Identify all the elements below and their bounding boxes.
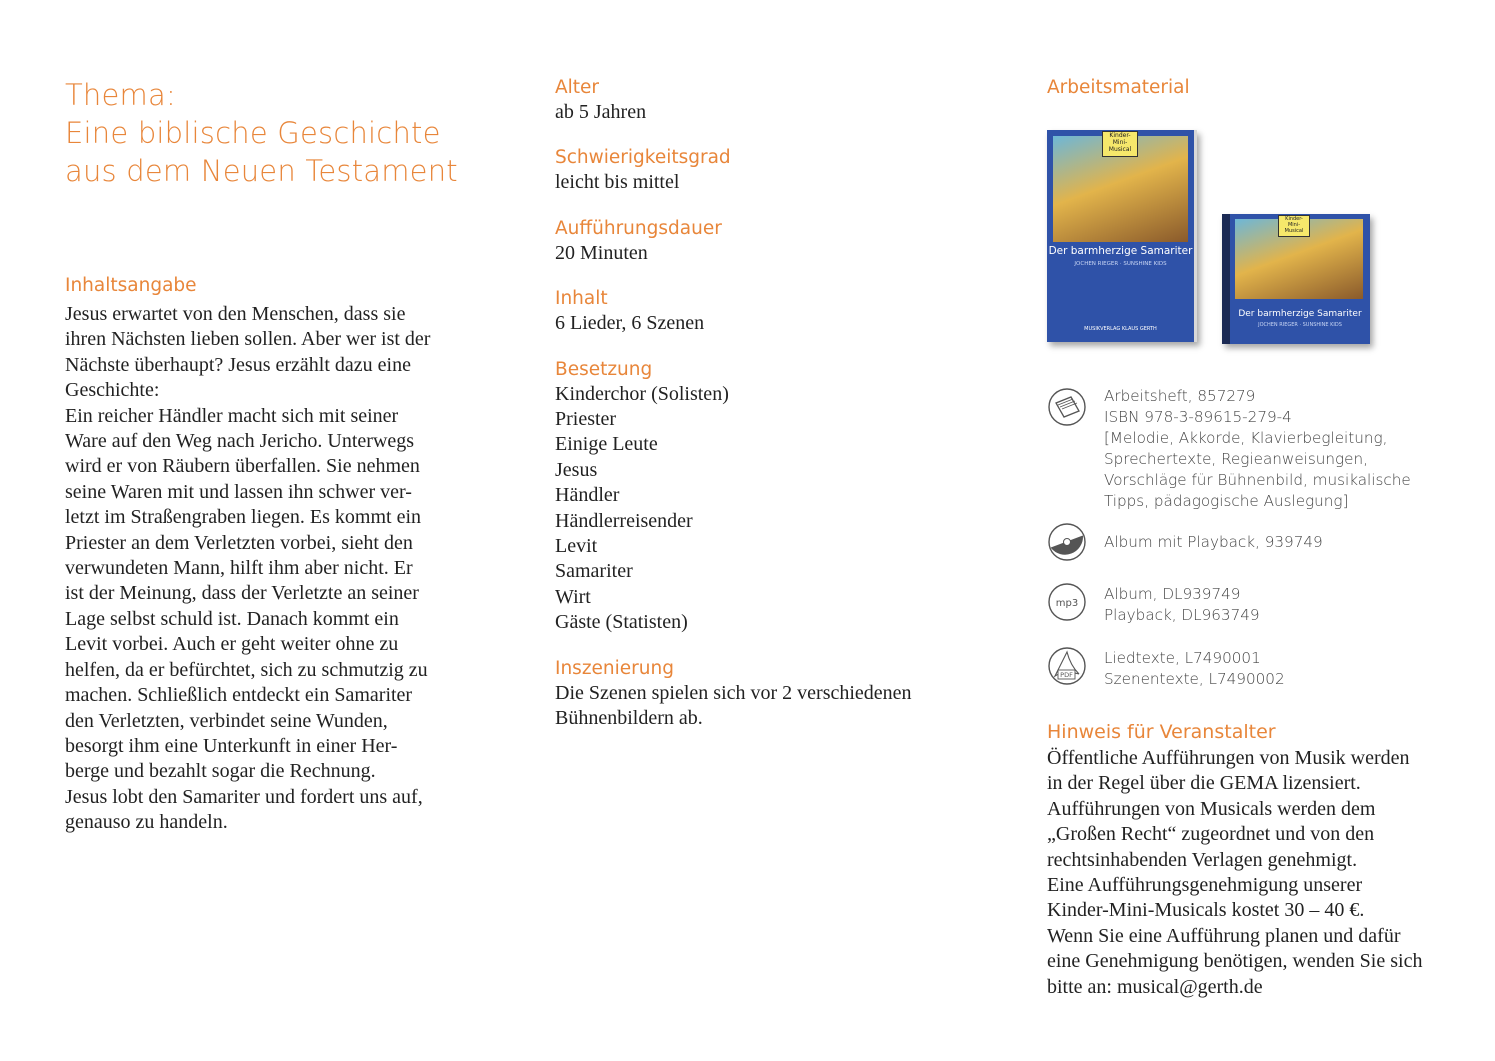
summary-line: helfen, da er befürchtet, sich zu schmutzig zu <box>65 658 428 681</box>
cast-role: Levit <box>555 535 598 558</box>
summary-line: Ware auf den Weg nach Jericho. Unterwegs <box>65 430 415 453</box>
summary-line: besorgt ihm eine Unterkunft in einer Her- <box>65 734 398 757</box>
fact-staging-value <box>555 681 975 732</box>
svg-text:mp3: mp3 <box>1055 598 1079 609</box>
notice-text <box>1047 746 1467 1000</box>
title-line-3: aus dem Neuen Testament <box>65 154 458 188</box>
summary-line: seine Waren mit und lassen ihn schwer ver- <box>65 480 412 503</box>
product-images <box>1047 128 1367 348</box>
mp3-icon <box>1047 582 1087 622</box>
cover-badge: Kinder- Mini- Musical <box>1278 215 1310 237</box>
summary-text <box>65 302 465 836</box>
material-mp3 <box>1047 584 1467 648</box>
cast-role: Kinderchor (Solisten) <box>555 382 729 405</box>
material-line: [Melodie, Akkorde, Klavierbegleitung, <box>1104 429 1388 447</box>
material-line: Playback, DL963749 <box>1104 606 1260 624</box>
fact-duration-label: Aufführungsdauer <box>555 217 722 239</box>
notice-line: Wenn Sie eine Aufführung planen und dafür <box>1047 924 1401 947</box>
fact-staging <box>555 657 975 732</box>
summary-line: ihren Nächsten lieben sollen. Aber wer ist der <box>65 328 431 351</box>
materials-heading: Arbeitsmaterial <box>1047 77 1190 98</box>
fact-duration-value: 20 Minuten <box>555 241 648 264</box>
staging-line: Die Szenen spielen sich vor 2 verschiedenen <box>555 681 912 704</box>
facts-column <box>555 76 975 753</box>
summary-section <box>65 274 465 836</box>
cd-icon <box>1047 522 1087 562</box>
material-pdf <box>1047 648 1467 708</box>
title-line-1: Thema: <box>65 78 176 112</box>
summary-line: Jesus erwartet von den Menschen, dass sie <box>65 303 406 325</box>
staging-line: Bühnenbildern ab. <box>555 707 703 730</box>
material-line: Liedtexte, L7490001 <box>1104 649 1261 667</box>
cover-subtitle: JOCHEN RIEGER · SUNSHINE KIDS <box>1258 322 1342 328</box>
notice-line: eine Genehmigung benötigen, wenden Sie sich <box>1047 950 1423 973</box>
summary-line: den Verletzten, verbindet seine Wunden, <box>65 709 388 732</box>
materials-list <box>1047 386 1467 708</box>
summary-line: Ein reicher Händler macht sich mit seiner <box>65 404 399 427</box>
booklet-cover-image <box>1047 130 1197 342</box>
cast-role: Wirt <box>555 585 591 608</box>
cast-role: Priester <box>555 408 617 431</box>
pdf-icon <box>1047 646 1087 686</box>
cover-title: Der barmherzige Samariter <box>1048 245 1193 257</box>
summary-line: berge und bezahlt sogar die Rechnung. <box>65 760 376 783</box>
cast-list <box>555 382 975 636</box>
summary-line: letzt im Straßengraben liegen. Es kommt ein <box>65 506 422 529</box>
notice-line: Kinder-Mini-Musicals kostet 30 – 40 €. <box>1047 899 1365 922</box>
cast-role: Gäste (Statisten) <box>555 611 688 634</box>
notice-line: Eine Aufführungsgenehmigung unserer <box>1047 874 1363 897</box>
cover-title: Der barmherzige Samariter <box>1238 309 1362 319</box>
summary-line: machen. Schließlich entdeckt ein Samariter <box>65 684 413 707</box>
fact-age-label: Alter <box>555 77 600 98</box>
summary-line: verwundeten Mann, hilft ihm aber nicht. Er <box>65 557 413 580</box>
fact-age <box>555 76 975 125</box>
cover-publisher: MUSIKVERLAG KLAUS GERTH <box>1084 326 1157 332</box>
cast-role: Samariter <box>555 560 633 583</box>
notice-heading: Hinweis für Veranstalter <box>1047 721 1276 743</box>
material-line: Arbeitsheft, 857279 <box>1104 387 1256 405</box>
summary-line: ist der Meinung, dass der Verletzte an seiner <box>65 582 419 605</box>
fact-difficulty-label: Schwierigkeitsgrad <box>555 147 731 169</box>
material-booklet <box>1047 386 1467 524</box>
notice-line: bitte an: musical@gerth.de <box>1047 975 1263 998</box>
cast-role: Händlerreisender <box>555 509 693 532</box>
fact-age-value: ab 5 Jahren <box>555 101 647 123</box>
fact-difficulty-value: leicht bis mittel <box>555 171 680 194</box>
materials-column <box>1047 76 1457 100</box>
organizer-notice <box>1047 720 1467 1000</box>
material-line: Szenentexte, L7490002 <box>1104 670 1285 688</box>
material-line: Vorschläge für Bühnenbild, musikalische <box>1104 471 1411 489</box>
summary-line: Levit vorbei. Auch er geht weiter ohne zu <box>65 633 399 656</box>
cast-role: Jesus <box>555 458 598 481</box>
fact-duration <box>555 217 975 266</box>
title-line-2: Eine biblische Geschichte <box>65 116 441 150</box>
cast-role: Händler <box>555 484 620 507</box>
summary-line: Geschichte: <box>65 379 160 402</box>
summary-line: Nächste überhaupt? Jesus erzählt dazu eine <box>65 353 411 376</box>
notice-line: Öffentliche Aufführungen von Musik werden <box>1047 747 1410 769</box>
fact-content <box>555 287 975 336</box>
material-line: Album mit Playback, 939749 <box>1104 533 1323 551</box>
notice-line: „Großen Recht“ zugeordnet und von den <box>1047 823 1375 846</box>
summary-line: genauso zu handeln. <box>65 811 228 834</box>
page-title <box>65 76 505 190</box>
svg-text:PDF: PDF <box>1060 671 1073 679</box>
notice-line: Aufführungen von Musicals werden dem <box>1047 797 1376 820</box>
material-line: Album, DL939749 <box>1104 585 1241 603</box>
fact-content-value: 6 Lieder, 6 Szenen <box>555 312 705 335</box>
summary-line: Lage selbst schuld ist. Danach kommt ein <box>65 607 399 630</box>
material-line: Tipps, pädagogische Auslegung] <box>1104 492 1349 510</box>
summary-heading: Inhaltsangabe <box>65 275 197 296</box>
cast-role: Einige Leute <box>555 433 658 456</box>
fact-cast <box>555 358 975 636</box>
material-line: ISBN 978-3-89615-279-4 <box>1104 408 1292 426</box>
fact-content-label: Inhalt <box>555 288 608 310</box>
material-cd <box>1047 524 1467 584</box>
summary-line: wird er von Räubern überfallen. Sie nehmen <box>65 455 420 478</box>
booklet-icon <box>1047 387 1087 427</box>
fact-cast-label: Besetzung <box>555 358 653 380</box>
fact-difficulty <box>555 146 975 195</box>
summary-line: Priester an dem Verletzten vorbei, sieht den <box>65 531 413 554</box>
notice-line: in der Regel über die GEMA lizensiert. <box>1047 772 1361 795</box>
summary-line: Jesus lobt den Samariter und fordert uns auf, <box>65 785 423 808</box>
notice-line: rechtsinhabenden Verlagen genehmigt. <box>1047 848 1358 871</box>
cover-subtitle: JOCHEN RIEGER · SUNSHINE KIDS <box>1074 261 1167 267</box>
material-line: Sprechertexte, Regieanweisungen, <box>1104 450 1368 468</box>
fact-staging-label: Inszenierung <box>555 657 674 679</box>
cover-badge: Kinder- Mini- Musical <box>1102 131 1138 157</box>
cd-cover-image <box>1222 214 1370 344</box>
